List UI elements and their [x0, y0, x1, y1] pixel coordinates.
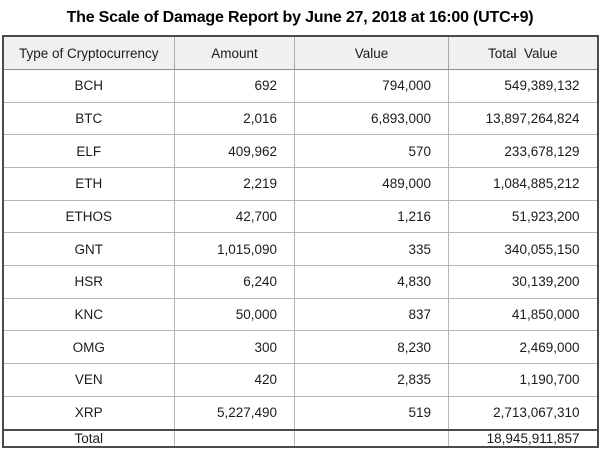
column-header-total-value: Total Value — [449, 36, 598, 70]
crypto-type-cell: GNT — [3, 233, 175, 266]
report-title: The Scale of Damage Report by June 27, 2018 at 16:00 (UTC+9) — [66, 9, 534, 26]
total-value-cell: 233,678,129 — [449, 135, 598, 168]
table-row — [3, 135, 598, 168]
amount-cell: 5,227,490 — [175, 396, 295, 430]
amount-cell: 1,015,090 — [175, 233, 295, 266]
table-row — [3, 331, 598, 364]
crypto-type-cell: XRP — [3, 396, 175, 430]
amount-cell: 42,700 — [175, 200, 295, 233]
crypto-type-cell: ETHOS — [3, 200, 175, 233]
amount-cell: 6,240 — [175, 266, 295, 299]
crypto-type-cell: VEN — [3, 364, 175, 397]
crypto-type-cell: ETH — [3, 168, 175, 201]
table-row — [3, 396, 598, 430]
total-value-cell: 2,713,067,310 — [449, 396, 598, 430]
value-cell: 335 — [295, 233, 449, 266]
total-value-cell: 51,923,200 — [449, 200, 598, 233]
total-value-cell: 30,139,200 — [449, 266, 598, 299]
total-value-cell: 1,190,700 — [449, 364, 598, 397]
table-row — [3, 200, 598, 233]
amount-cell: 420 — [175, 364, 295, 397]
value-cell: 2,835 — [295, 364, 449, 397]
crypto-type-cell: BTC — [3, 102, 175, 135]
amount-cell: 2,219 — [175, 168, 295, 201]
value-cell: 570 — [295, 135, 449, 168]
total-value-cell: 2,469,000 — [449, 331, 598, 364]
total-value-cell: 41,850,000 — [449, 298, 598, 331]
value-cell: 8,230 — [295, 331, 449, 364]
total-value-col-cell — [295, 430, 449, 447]
crypto-type-cell: BCH — [3, 70, 175, 103]
total-amount-cell — [175, 430, 295, 447]
total-value-cell: 1,084,885,212 — [449, 168, 598, 201]
table-row — [3, 168, 598, 201]
value-cell: 6,893,000 — [295, 102, 449, 135]
table-row — [3, 233, 598, 266]
value-cell: 519 — [295, 396, 449, 430]
table-row — [3, 364, 598, 397]
column-header-amount: Amount — [175, 36, 295, 70]
total-label-cell: Total — [3, 430, 175, 447]
total-value-cell: 340,055,150 — [449, 233, 598, 266]
value-cell: 837 — [295, 298, 449, 331]
amount-cell: 409,962 — [175, 135, 295, 168]
table-row — [3, 266, 598, 299]
column-header-type: Type of Cryptocurrency — [3, 36, 175, 70]
amount-cell: 692 — [175, 70, 295, 103]
column-header-value: Value — [295, 36, 449, 70]
damage-report-table — [2, 35, 599, 448]
total-row — [3, 430, 598, 447]
amount-cell: 50,000 — [175, 298, 295, 331]
value-cell: 794,000 — [295, 70, 449, 103]
total-value-cell: 13,897,264,824 — [449, 102, 598, 135]
header-row — [3, 36, 598, 70]
value-cell: 489,000 — [295, 168, 449, 201]
grand-total-cell: 18,945,911,857 — [449, 430, 598, 447]
value-cell: 1,216 — [295, 200, 449, 233]
table-row — [3, 70, 598, 103]
crypto-type-cell: ELF — [3, 135, 175, 168]
amount-cell: 2,016 — [175, 102, 295, 135]
table-row — [3, 102, 598, 135]
total-value-cell: 549,389,132 — [449, 70, 598, 103]
table-row — [3, 298, 598, 331]
value-cell: 4,830 — [295, 266, 449, 299]
crypto-type-cell: KNC — [3, 298, 175, 331]
crypto-type-cell: OMG — [3, 331, 175, 364]
amount-cell: 300 — [175, 331, 295, 364]
crypto-type-cell: HSR — [3, 266, 175, 299]
